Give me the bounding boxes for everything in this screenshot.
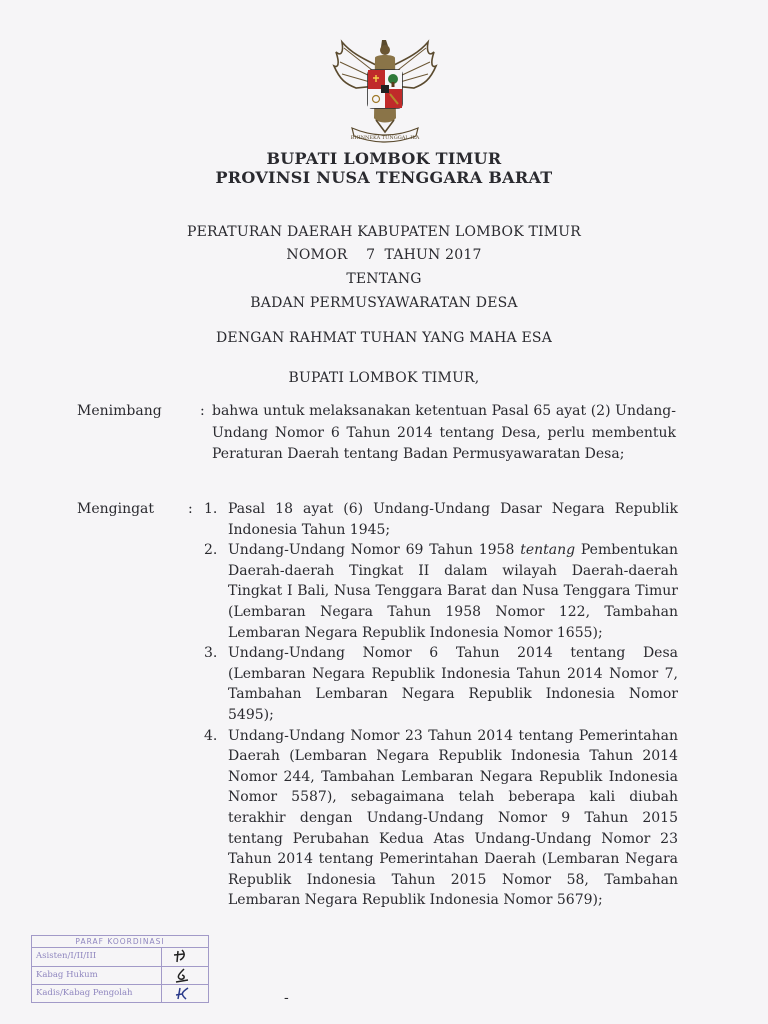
list-item: 2. Undang-Undang Nomor 69 Tahun 1958 tentang Pembentukan Daerah-daerah Tingkat II dalam wilayah Daerah-daerah Tingkat I Bali, Nusa Tenggara Barat dan Nusa Tenggara Timur (Lembaran Negara Tahun 1958 Nomor 122, Tambahan Lembaran Negara Republik Indonesia Nomor 1655); — [204, 542, 678, 641]
regulation-subject: BADAN PERMUSYAWARATAN DESA — [250, 295, 518, 311]
menimbang-label: Menimbang — [77, 403, 162, 419]
mengingat-label: Mengingat — [77, 501, 155, 517]
regulation-number: NOMOR 7 TAHUN 2017 — [286, 247, 482, 263]
paraf-row: Kadis/Kabag Pengolah — [32, 985, 208, 1003]
list-item: 3. Undang-Undang Nomor 6 Tahun 2014 tentang Desa (Lembaran Negara Republik Indonesia Tahun 2014 Nomor 7, Tambahan Lembaran Negara Republik Indonesia Nomor 5495); — [204, 645, 678, 723]
grace-statement: DENGAN RAHMAT TUHAN YANG MAHA ESA — [215, 330, 553, 346]
menimbang-text: bahwa untuk melaksanakan ketentuan Pasal 65 ayat (2) Undang-Undang Nomor 6 Tahun 2014 tentang Desa, perlu membentuk Peraturan Daerah tentang Badan Permusyawaratan Desa; — [212, 403, 676, 462]
mengingat-colon: : — [188, 501, 193, 517]
mengingat-list — [204, 499, 678, 911]
paraf-row: Asisten/I/II/III — [32, 948, 208, 967]
list-item: 4. Undang-Undang Nomor 23 Tahun 2014 tentang Pemerintahan Daerah (Lembaran Negara Republik Indonesia Tahun 2014 Nomor 244, Tambahan Lembaran Negara Republik Indonesia Nomor 5587), sebagaimana telah beberapa kali diubah terakhir dengan Undang-Undang Nomor 9 Tahun 2015 tentang Perubahan Kedua Atas Undang-Undang Nomor 23 Tahun 2014 tentang Pemerintahan Daerah (Lembaran Negara Republik Indonesia Tahun 2015 Nomor 58, Tambahan Lembaran Negara Republik Indonesia Nomor 5679); — [204, 727, 678, 909]
header-line1: BUPATI LOMBOK TIMUR — [266, 149, 502, 168]
paraf-row: Kabag Hukum — [32, 967, 208, 986]
page-dash: - — [284, 990, 289, 1006]
issuer-line: BUPATI LOMBOK TIMUR, — [288, 370, 480, 386]
paraf-koordinasi-stamp — [31, 935, 209, 1003]
svg-text:BHINNEKA TUNGGAL IKA: BHINNEKA TUNGGAL IKA — [350, 135, 420, 141]
garuda-emblem-icon — [330, 36, 440, 146]
signature-initial-icon — [162, 948, 208, 966]
signature-initial-icon — [162, 985, 208, 1003]
list-item: 1. Pasal 18 ayat (6) Undang-Undang Dasar Negara Republik Indonesia Tahun 1945; — [204, 501, 678, 538]
header-line2: PROVINSI NUSA TENGGARA BARAT — [215, 168, 553, 187]
signature-initial-icon — [162, 967, 208, 985]
regulation-about: TENTANG — [346, 271, 422, 287]
menimbang-colon: : — [200, 403, 205, 419]
regulation-title: PERATURAN DAERAH KABUPATEN LOMBOK TIMUR — [186, 224, 582, 240]
paraf-title: PARAF KOORDINASI — [32, 936, 208, 948]
